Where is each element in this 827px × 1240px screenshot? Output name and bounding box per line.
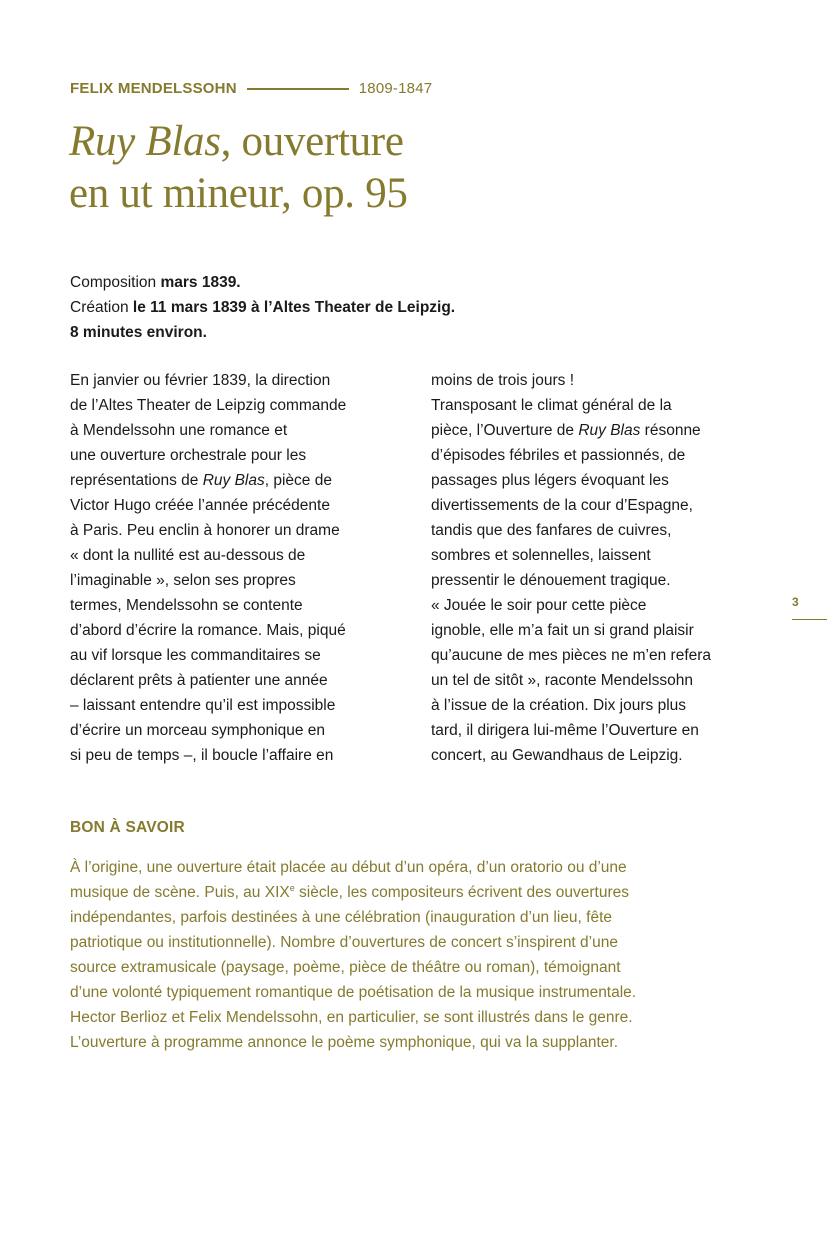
text-line: tard, il dirigera lui-même l’Ouverture en [431,722,699,739]
text-line: – laissant entendre qu’il est impossible [70,697,336,714]
text-line: d’écrire un morceau symphonique en [70,722,326,739]
text-segment: siècle, les compositeurs écrivent des ouvertures [294,884,629,901]
text-line: un tel de sitôt », raconte Mendelssohn [431,672,693,689]
text-line: si peu de temps –, il boucle l’affaire en [70,747,334,764]
composer-name: FELIX MENDELSSOHN [70,80,237,97]
text-line [431,418,776,443]
text-line: À l’origine, une ouverture était placée au début d’un opéra, d’un oratorio ou d’une [70,859,627,876]
text-line: à l’issue de la création. Dix jours plus [431,697,687,714]
body-column-right [431,368,776,768]
text-line: concert, au Gewandhaus de Leipzig. [431,747,683,764]
text-line: Victor Hugo créée l’année précédente [70,497,330,514]
text-line: sombres et solennelles, laissent [431,547,651,564]
creation-value: le 11 mars 1839 à l’Altes Theater de Leipzig. [132,299,456,316]
bon-a-savoir-text [70,855,770,1055]
text-line: au vif lorsque les commanditaires se [70,647,321,664]
text-line [70,468,415,493]
work-name-italic: Ruy Blas [578,422,641,439]
text-segment: , pièce de [264,472,332,489]
work-name-italic: Ruy Blas [202,472,265,489]
text-line: « Jouée le soir pour cette pièce [431,597,647,614]
text-line: termes, Mendelssohn se contente [70,597,303,614]
text-segment: musique de scène. Puis, au XIX [70,884,290,901]
work-info [70,270,520,345]
composer-dates: 1809-1847 [358,80,433,97]
body-column-left [70,368,415,768]
page-title [69,116,489,220]
header-divider [247,88,349,90]
text-line: ignoble, elle m’a fait un si grand plaisir [431,622,694,639]
text-line: qu’aucune de mes pièces ne m’en refera [431,647,712,664]
composition-label: Composition [70,274,161,291]
text-line: passages plus légers évoquant les [431,472,669,489]
text-segment: résonne [640,422,701,439]
century-superscript: e [289,882,295,893]
text-line: indépendantes, parfois destinées à une célébration (inauguration d’un lieu, fête [70,909,613,926]
text-line: En janvier ou février 1839, la direction [70,372,331,389]
composition-line [70,270,520,295]
text-line [70,880,770,905]
title-work-name: Ruy Blas [69,118,221,165]
text-line: patriotique ou institutionnelle). Nombre d’ouvertures de concert s’inspirent d’une [70,934,618,951]
text-line: à Mendelssohn une romance et [70,422,288,439]
text-line: Transposant le climat général de la [431,397,672,414]
text-line: d’une volonté typiquement romantique de poétisation de la musique instrumentale. [70,984,637,1001]
text-line: d’abord d’écrire la romance. Mais, piqué [70,622,346,639]
text-line: pressentir le dénouement tragique. [431,572,671,589]
creation-line [70,295,520,320]
text-line: moins de trois jours ! [431,372,574,389]
text-line: source extramusicale (paysage, poème, pièce de théâtre ou roman), témoignant [70,959,621,976]
composer-header [70,80,448,97]
text-line: Hector Berlioz et Felix Mendelssohn, en particulier, se sont illustrés dans le genre. [70,1009,633,1026]
text-line: à Paris. Peu enclin à honorer un drame [70,522,340,539]
bon-a-savoir-title: BON À SAVOIR [70,819,185,836]
title-line1-rest: , ouverture [220,118,404,165]
text-line: tandis que des fanfares de cuivres, [431,522,672,539]
text-line: déclarent prêts à patienter une année [70,672,328,689]
page-number: 3 [792,595,799,609]
text-segment: représentations de [70,472,203,489]
duration-value: 8 minutes environ. [70,324,207,341]
text-line: de l’Altes Theater de Leipzig commande [70,397,347,414]
text-line: « dont la nullité est au-dessous de [70,547,306,564]
creation-label: Création [70,299,133,316]
text-line: divertissements de la cour d’Espagne, [431,497,693,514]
text-segment: pièce, l’Ouverture de [431,422,579,439]
title-line2: en ut mineur, op. 95 [69,170,408,217]
text-line: d’épisodes fébriles et passionnés, de [431,447,686,464]
composition-value: mars 1839. [160,274,241,291]
page-number-rule [792,619,827,620]
text-line: l’imaginable », selon ses propres [70,572,296,589]
duration-line [70,320,520,345]
text-line: L’ouverture à programme annonce le poème symphonique, qui va la supplanter. [70,1034,619,1051]
text-line: une ouverture orchestrale pour les [70,447,307,464]
